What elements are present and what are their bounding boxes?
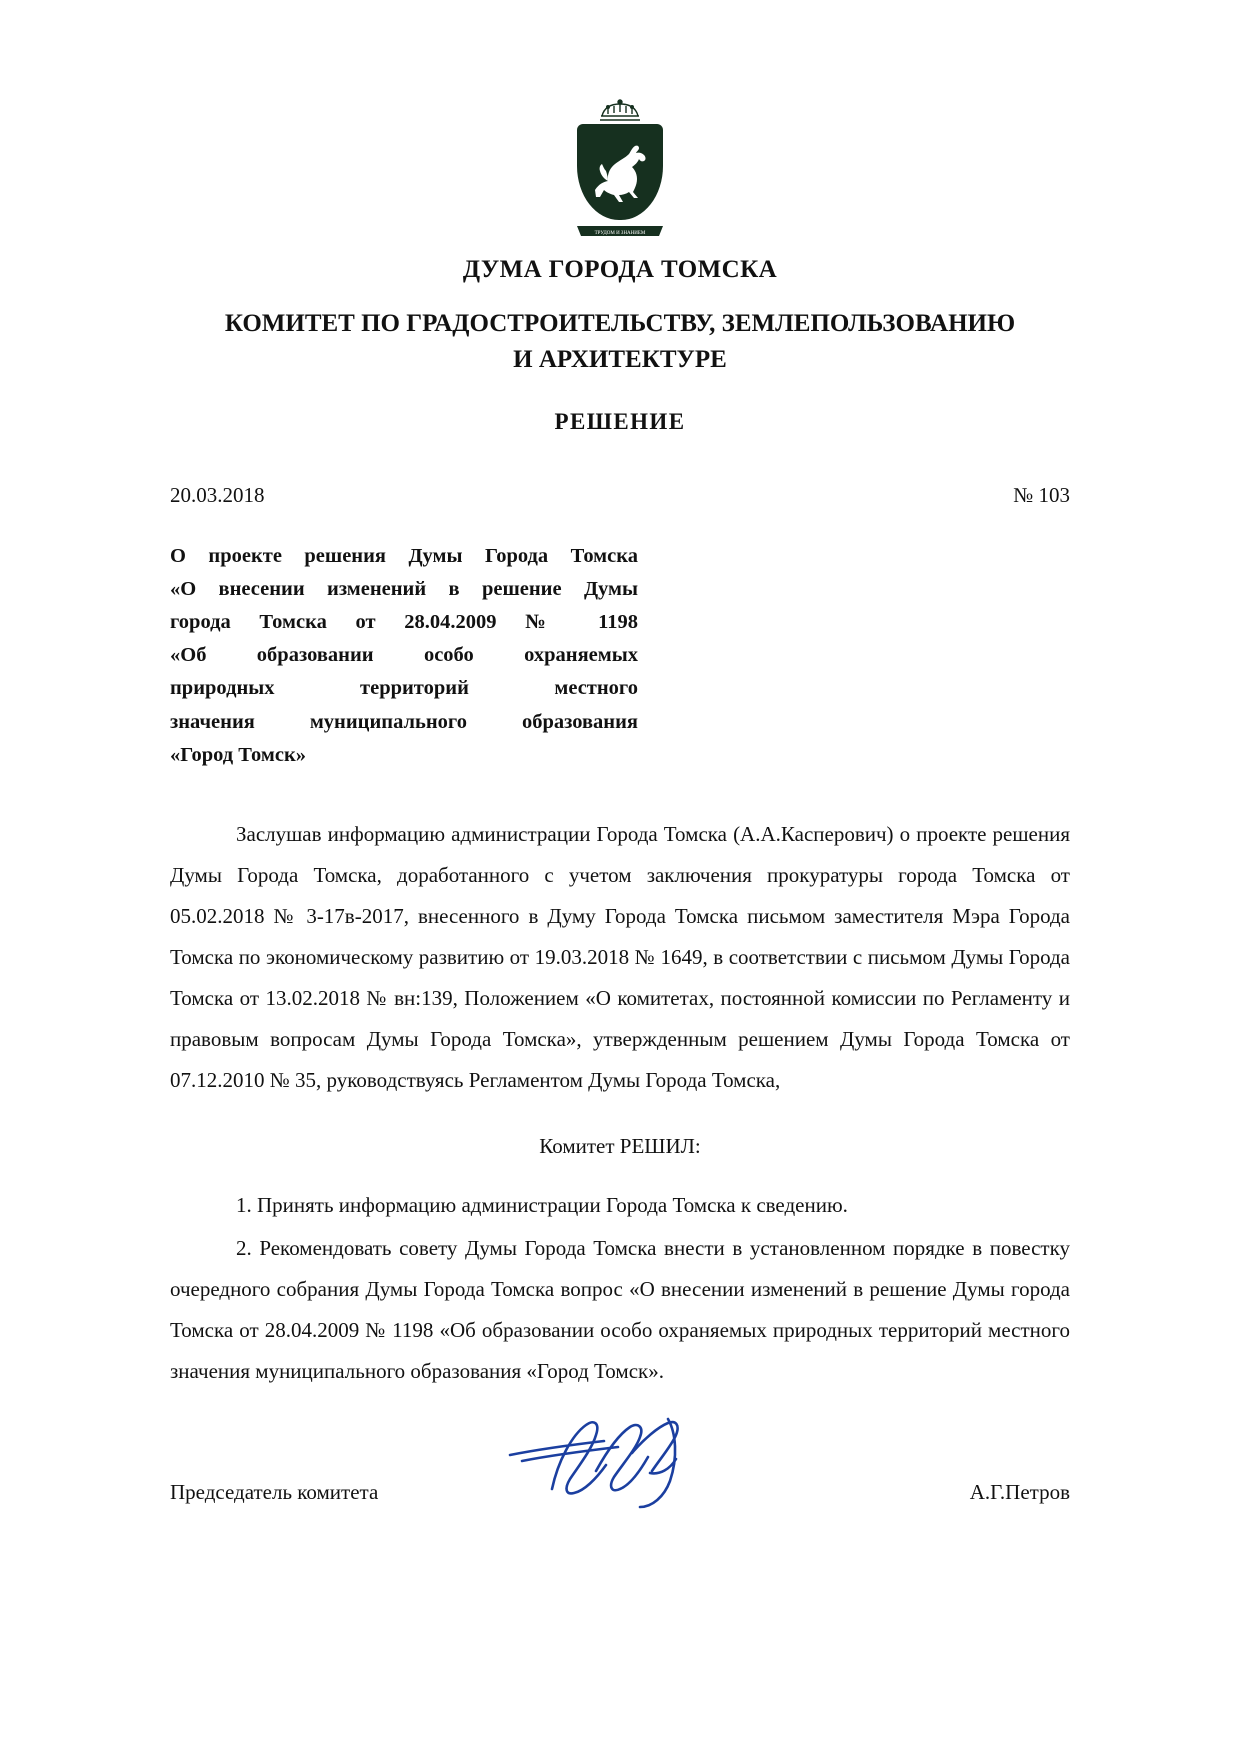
document-date: 20.03.2018 xyxy=(170,482,265,507)
svg-text:ТРУДОМ И ЗНАНИЕМ: ТРУДОМ И ЗНАНИЕМ xyxy=(594,231,646,236)
subject-line-3: города Томска от 28.04.2009 № 1198 xyxy=(170,610,638,633)
committee-title xyxy=(0,306,1240,379)
subject-line-4: «Об образовании особо охраняемых xyxy=(170,644,638,667)
committee-title-line-2: И АРХИТЕКТУРЕ xyxy=(513,346,727,374)
document-subject xyxy=(170,540,638,772)
subject-line-7: «Город Томск» xyxy=(170,743,307,766)
committee-title-line-1: КОМИТЕТ ПО ГРАДОСТРОИТЕЛЬСТВУ, ЗЕМЛЕПОЛЬЗОВАНИЮ xyxy=(224,310,1016,337)
organization-title: ДУМА ГОРОДА ТОМСКА xyxy=(462,256,778,283)
signatory-name: А.Г.Петров xyxy=(969,1480,1070,1504)
preamble-block xyxy=(170,814,1070,1101)
decision-item-1: 1. Принять информацию администрации Города Томска к сведению. xyxy=(236,1193,848,1218)
emblem-container xyxy=(0,0,1240,246)
decision-item-2: 2. Рекомендовать совету Думы Города Томска внести в установленном порядке в повестку очередного собрания Думы Города Томска вопрос «О внесении изменений в решение Думы города Томска от 28.04.2009 № 1198 «Об образовании особо охраняемых природных территорий местного значения муниципального образования «Город Томск». xyxy=(170,1236,1070,1384)
handwritten-signature-icon xyxy=(500,1409,740,1519)
decision-items xyxy=(170,1185,1070,1392)
document-meta xyxy=(170,483,1070,508)
coat-of-arms-icon xyxy=(571,98,669,246)
document-number: № 103 xyxy=(1013,482,1070,507)
document-type: РЕШЕНИЕ xyxy=(554,408,686,434)
subject-line-2: «О внесении изменений в решение Думы xyxy=(170,577,638,600)
signature-block xyxy=(170,1480,1070,1505)
subject-line-1: О проекте решения Думы Города Томска xyxy=(170,544,638,567)
subject-line-6: значения муниципального образования xyxy=(170,710,638,733)
decision-header: Комитет РЕШИЛ: xyxy=(539,1134,701,1159)
shield-icon xyxy=(577,124,663,220)
signatory-role: Председатель комитета xyxy=(170,1480,379,1504)
preamble-text: Заслушав информацию администрации Города Томска (А.А.Касперович) о проекте решения Думы Города Томска, доработанного с учетом заключения прокуратуры города Томска от 05.02.2018 № 3-17в-2017, внесенного в Думу Города Томска письмом заместителя Мэра Города Томска по экономическому развитию от 19.03.2018 № 1649, в соответствии с письмом Думы Города Томска от 13.02.2018 № вн:139, Положением «О комитетах, постоянной комиссии по Регламенту и правовым вопросам Думы Города Томска», утвержденным решением Думы Города Томска от 07.12.2010 № 35, руководствуясь Регламентом Думы Города Томска, xyxy=(170,821,1070,1092)
subject-line-5: природных территорий местного xyxy=(170,677,638,700)
